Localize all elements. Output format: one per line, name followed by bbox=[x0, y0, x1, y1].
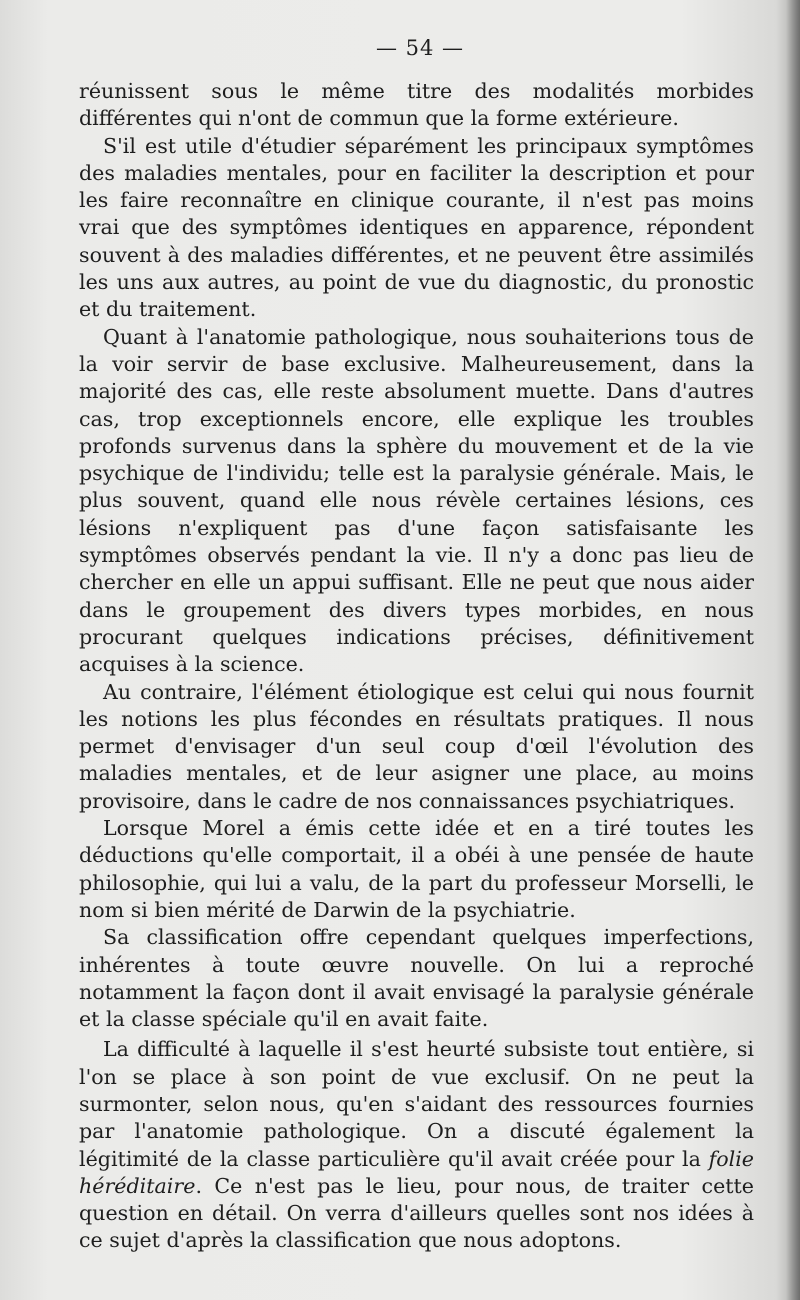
paragraph-symptoms: S'il est utile d'étudier séparément les principaux symptômes des maladies mentales, pour en faciliter la description et pour les faire reconnaître en clinique courante, il n'est pas moins vrai que des symptômes identiques en apparence, répondent souvent à des maladies différentes, et ne peuvent être assimilés les uns aux autres, au point de vue du diagnostic, du pronostic et du traitement. bbox=[79, 133, 754, 322]
paragraph-classification: Sa classification offre cependant quelques imperfections, inhérentes à toute œuvre nouvelle. On lui a reproché notamment la façon dont il avait envisagé la paralysie générale et la classe spéciale qu'il en avait faite. bbox=[79, 925, 754, 1032]
paragraph-morel: Lorsque Morel a émis cette idée et en a tiré toutes les déductions qu'elle comportait, il a obéi à une pensée de haute philosophie, qui lui a valu, de la part du professeur Morselli, le nom si bien mérité de Darwin de la psychiatrie. bbox=[79, 816, 754, 922]
paragraph-anatomy: Quant à l'anatomie pathologique, nous souhaiterions tous de la voir servir de base exclusive. Malheureusement, dans la majorité des cas, elle reste absolument muette. Dans d'autres cas, trop exceptionnels encore, elle explique les troubles profonds survenus dans la sphère du mouvement et de la vie psychique de l'individu; telle est la paralysie générale. Mais, le plus souvent, quand elle nous révèle certaines lésions, ces lésions n'expliquent pas d'une façon satisfaisante les symptômes observés pendant la vie. Il n'y a donc pas lieu de chercher en elle un appui suffisant. Elle ne peut que nous aider dans le groupement des divers types morbides, en nous procurant quelques indications précises, définitivement acquises à la science. bbox=[79, 324, 754, 677]
paragraph-continued: réunissent sous le même titre des modalités morbides différentes qui n'ont de commun que la forme extérieure. bbox=[79, 79, 754, 131]
body-text bbox=[79, 78, 754, 1255]
paragraph-difficulty-start: La difficulté à laquelle il s'est heurté subsiste tout entière, si l'on se place à son point de vue exclusif. On ne peut la surmonter, selon nous, qu'en s'aidant des ressources fournies par l'anatomie pathologique. On a discuté également la légitimité de la classe particulière qu'il avait créée pour la bbox=[79, 1037, 754, 1171]
italic-term: folie héréditaire bbox=[79, 1146, 754, 1198]
paragraph-difficulty bbox=[79, 1036, 754, 1254]
paragraph-difficulty-end: . Ce n'est pas le lieu, pour nous, de traiter cette question en détail. On verra d'ailleurs quelles sont nos idées à ce sujet d'après la classification que nous adoptons. bbox=[79, 1173, 754, 1253]
paragraph-etiology: Au contraire, l'élément étiologique est celui qui nous fournit les notions les plus fécondes en résultats pratiques. Il nous permet d'envisager d'un seul coup d'œil l'évolution des maladies mentales, et de leur asigner une place, au moins provisoire, dans le cadre de nos connaissances psychiatriques. bbox=[79, 679, 754, 813]
page-number: — 54 — bbox=[375, 36, 465, 60]
page-edge-shadow bbox=[786, 0, 800, 1300]
